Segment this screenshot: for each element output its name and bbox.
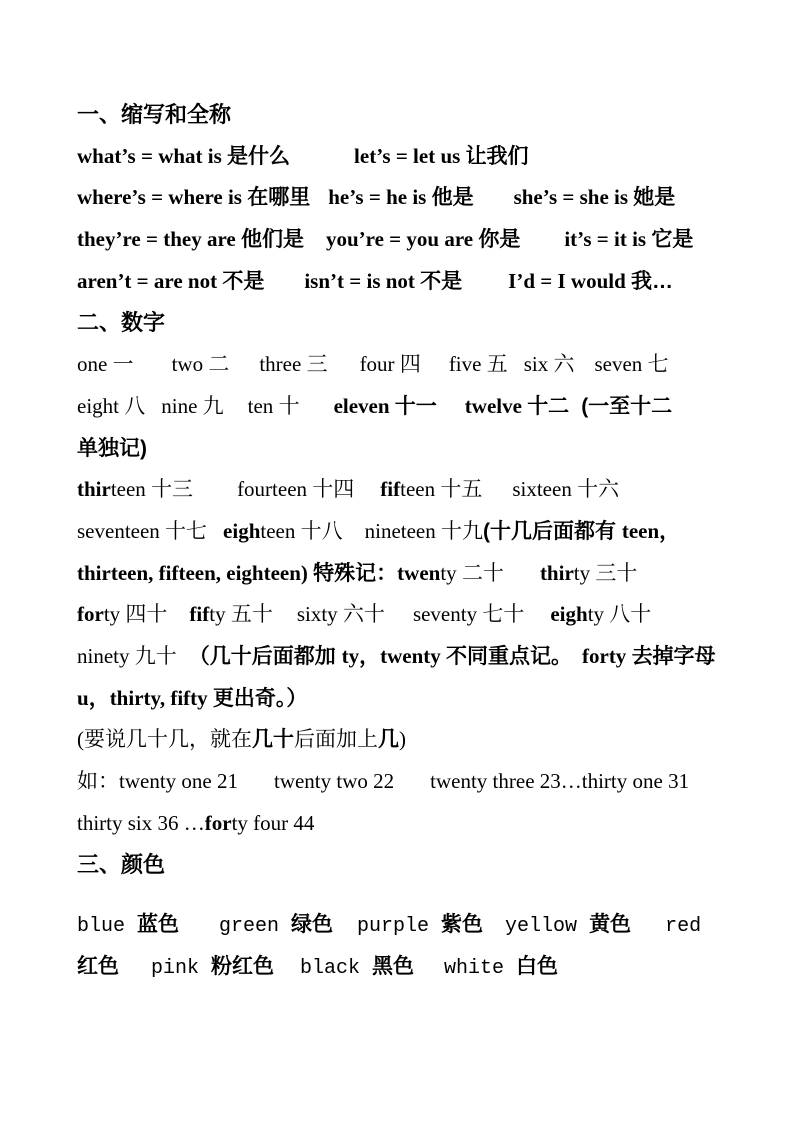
text-segment: seven — [594, 352, 648, 377]
text-line — [77, 594, 725, 636]
text-segment: five — [448, 352, 487, 377]
text-segment: twenty two 22 — [273, 769, 395, 793]
text-segment: twen — [397, 560, 441, 585]
text-segment: 十三 — [151, 477, 194, 502]
text-segment: six — [523, 352, 554, 377]
text-segment: u — [77, 685, 89, 710]
spacer — [304, 245, 326, 246]
text-segment: 她是 — [633, 186, 676, 210]
spacer — [177, 662, 189, 663]
text-segment: eleven — [333, 393, 395, 418]
text-segment: ten — [247, 393, 279, 418]
text-segment: thirty six 36 … — [77, 810, 205, 835]
spacer — [119, 972, 151, 973]
text-segment: 你是 — [478, 228, 521, 252]
spacer — [572, 662, 582, 663]
text-segment: pink — [151, 956, 212, 980]
text-segment: 十一 — [394, 394, 437, 418]
text-segment: sixty — [296, 602, 343, 627]
text-segment: 如： — [77, 769, 119, 793]
text-line — [77, 177, 725, 219]
text-segment: she’s = she is — [513, 185, 634, 210]
spacer — [354, 495, 380, 496]
text-segment: teen — [260, 518, 301, 543]
text-segment: where’s = where is — [77, 185, 248, 210]
text-line — [77, 261, 725, 303]
text-segment: two — [171, 352, 209, 377]
text-line — [77, 803, 725, 845]
text-segment: forty — [582, 643, 632, 668]
text-line — [77, 946, 725, 988]
spacer — [631, 930, 665, 931]
text-segment: green — [219, 915, 292, 939]
text-segment: 十六 — [577, 477, 620, 502]
text-segment: 单独记) — [77, 436, 147, 460]
text-segment: four — [359, 352, 400, 377]
text-segment: seventeen — [77, 518, 166, 543]
text-segment: 五十 — [230, 602, 273, 627]
text-segment: 黑色 — [372, 954, 415, 978]
text-segment: 八十 — [609, 602, 652, 627]
text-segment: teen — [400, 477, 441, 502]
spacer — [462, 287, 508, 288]
text-segment: 去掉字母 — [631, 644, 716, 668]
text-segment: 在哪里 — [247, 186, 311, 210]
text-line — [77, 386, 725, 428]
text-segment: 绿色 — [291, 913, 334, 937]
text-segment: ty — [587, 602, 610, 627]
text-segment: 十 — [278, 393, 300, 418]
text-segment: seventy — [412, 602, 483, 627]
text-segment: 四十 — [125, 602, 168, 627]
text-segment: 一、缩写和全称 — [77, 102, 232, 127]
spacer — [474, 203, 514, 204]
text-segment: 让我们 — [465, 144, 529, 168]
text-segment: (要说几十几，就在 — [77, 727, 252, 752]
section-heading — [77, 94, 725, 136]
text-segment: I’d = I would — [508, 268, 632, 293]
spacer — [343, 537, 365, 538]
spacer — [385, 620, 413, 621]
text-segment: 不同重点记。 — [446, 644, 572, 668]
spacer — [574, 370, 594, 371]
text-segment: twenty one 21 — [119, 769, 238, 793]
text-segment: 八 — [124, 393, 146, 418]
text-segment: 十五 — [440, 477, 483, 502]
text-segment: 三十 — [595, 560, 638, 585]
spacer — [179, 930, 219, 931]
spacer — [394, 787, 430, 788]
text-segment: 五 — [486, 352, 508, 377]
text-segment: let’s = let us — [354, 143, 466, 168]
text-segment: what’s = what is — [77, 143, 228, 168]
text-segment: 六十 — [342, 602, 385, 627]
text-line — [77, 344, 725, 386]
text-segment: 七十 — [482, 602, 525, 627]
text-line — [77, 761, 725, 803]
spacer — [300, 412, 334, 413]
text-segment: 几 — [378, 728, 399, 752]
spacer — [482, 495, 512, 496]
text-segment: you’re = you are — [325, 227, 479, 252]
spacer — [134, 370, 172, 371]
spacer — [569, 412, 581, 413]
text-segment: yellow — [505, 915, 590, 939]
text-segment: ) — [399, 727, 406, 752]
text-segment: （几十后面都加 — [188, 644, 342, 668]
text-line — [77, 678, 725, 720]
spacer — [167, 620, 189, 621]
spacer — [483, 930, 505, 931]
text-segment: nineteen — [364, 518, 442, 543]
text-segment: fif — [380, 477, 401, 502]
text-segment: 他们是 — [240, 228, 304, 252]
text-segment: 十九 — [441, 518, 484, 543]
text-segment: eigh — [223, 518, 261, 543]
text-segment: aren’t = are not — [77, 268, 223, 293]
text-segment: 九 — [202, 393, 224, 418]
text-segment: 粉红色 — [211, 954, 275, 978]
text-segment: for — [77, 602, 104, 627]
text-segment: fourteen — [237, 477, 313, 502]
text-segment: 红色 — [77, 954, 119, 978]
text-segment: ty — [103, 602, 126, 627]
text-segment: it’s = it is — [564, 227, 652, 252]
text-segment: 六 — [553, 352, 575, 377]
text-segment: 二、数字 — [77, 310, 166, 336]
text-segment: three — [259, 352, 307, 377]
text-line — [77, 469, 725, 511]
text-segment: (十几后面都有 — [483, 519, 622, 543]
text-segment: ninety — [77, 643, 135, 668]
text-segment: 他是 — [431, 186, 474, 210]
text-segment: 七 — [647, 352, 669, 377]
text-segment: 三、颜色 — [77, 852, 166, 878]
text-segment: 后面加上 — [294, 727, 378, 752]
text-segment: 十七 — [165, 518, 208, 543]
spacer — [224, 412, 248, 413]
text-segment: ty — [209, 602, 231, 627]
text-segment: 更出奇。） — [212, 686, 308, 710]
text-segment: red — [665, 915, 702, 939]
spacer — [193, 495, 237, 496]
spacer — [274, 972, 300, 973]
text-segment: ty — [341, 643, 360, 668]
text-segment: thir — [77, 477, 111, 502]
text-segment: sixteen — [512, 477, 578, 502]
text-segment: twenty three 23…thirty one 31 — [430, 769, 690, 793]
text-segment: 九十 — [134, 643, 177, 668]
text-segment: ty — [573, 560, 596, 585]
spacer — [328, 370, 360, 371]
text-segment: twenty — [380, 643, 446, 668]
text-segment: 是什么 — [227, 144, 291, 168]
text-line — [77, 428, 725, 470]
text-segment: 三 — [306, 352, 328, 377]
spacer — [310, 203, 328, 204]
text-segment: (一至十二 — [581, 394, 673, 418]
text-segment: ty four 44 — [231, 810, 315, 835]
spacer — [207, 537, 223, 538]
spacer — [520, 245, 564, 246]
text-segment: 十四 — [312, 477, 355, 502]
spacer — [145, 412, 161, 413]
text-line — [77, 136, 725, 178]
text-segment: eight — [77, 393, 125, 418]
text-segment: 不是 — [222, 269, 265, 293]
spacer — [508, 370, 524, 371]
spacer — [264, 287, 304, 288]
text-segment: ty — [440, 560, 462, 585]
text-segment: eigh — [550, 602, 588, 627]
text-segment: one — [77, 352, 113, 377]
text-segment: black — [300, 956, 373, 980]
text-segment: isn’t = is not — [304, 268, 421, 293]
spacer — [333, 930, 357, 931]
text-line — [77, 904, 725, 946]
text-segment: blue — [77, 915, 138, 939]
text-segment: 蓝色 — [137, 913, 180, 937]
text-segment: 白色 — [516, 954, 559, 978]
text-segment: 十二 — [527, 394, 570, 418]
text-segment: teen — [621, 518, 660, 543]
text-segment: 二十 — [461, 560, 504, 585]
spacer — [437, 412, 465, 413]
text-segment: 不是 — [420, 269, 463, 293]
document-content — [77, 94, 725, 987]
text-segment: white — [444, 956, 517, 980]
text-segment: ， — [88, 686, 110, 710]
text-segment: twelve — [464, 393, 528, 418]
spacer — [290, 162, 354, 163]
text-segment: 特殊记： — [313, 561, 398, 585]
spacer — [229, 370, 259, 371]
spacer — [504, 579, 540, 580]
text-segment: ， — [359, 644, 381, 668]
text-segment: thirteen, fifteen, eighteen) — [77, 560, 314, 585]
text-segment: 黄色 — [589, 913, 632, 937]
text-segment: 二 — [208, 352, 230, 377]
text-segment: teen — [110, 477, 152, 502]
text-segment: 几十 — [252, 728, 294, 752]
spacer — [524, 620, 550, 621]
text-segment: 紫色 — [441, 913, 484, 937]
text-line — [77, 219, 725, 261]
text-line — [77, 636, 725, 678]
text-segment: they’re = they are — [77, 227, 241, 252]
spacer — [273, 620, 297, 621]
text-segment: he’s = he is — [328, 185, 432, 210]
text-segment: 一 — [112, 352, 134, 377]
section-heading — [77, 302, 725, 344]
text-segment: nine — [161, 393, 203, 418]
text-segment: ， — [659, 519, 681, 543]
text-line — [77, 511, 725, 553]
text-segment: fif — [189, 602, 210, 627]
text-segment: thirty, fifty — [109, 685, 213, 710]
text-line — [77, 553, 725, 595]
text-segment: 我… — [631, 269, 674, 293]
spacer — [414, 972, 444, 973]
text-segment: purple — [357, 915, 442, 939]
text-segment: 四 — [399, 352, 421, 377]
text-segment: 十八 — [300, 518, 343, 543]
spacer — [421, 370, 449, 371]
text-line — [77, 719, 725, 761]
text-segment: 它是 — [651, 228, 694, 252]
spacer — [238, 787, 274, 788]
text-segment: thir — [539, 560, 574, 585]
section-heading — [77, 844, 725, 886]
text-segment: for — [204, 810, 232, 835]
